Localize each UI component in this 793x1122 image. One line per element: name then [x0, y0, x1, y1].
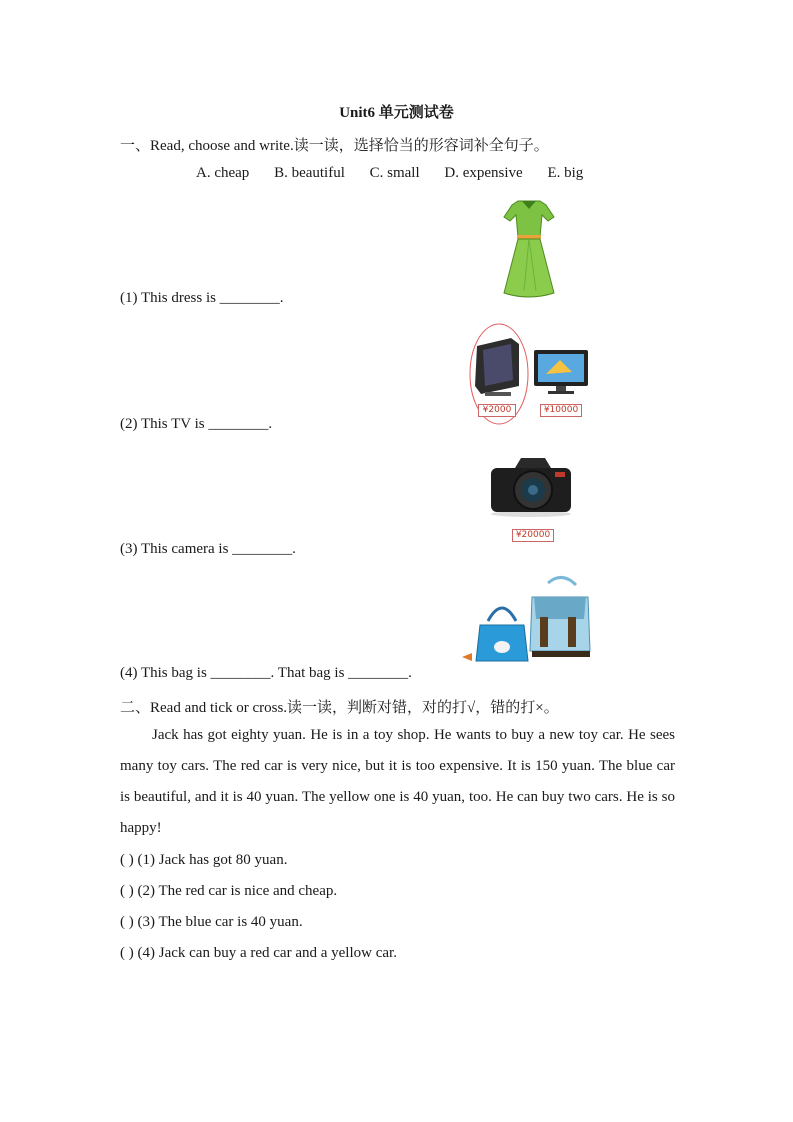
price-tag-camera: ¥20000	[512, 529, 554, 542]
camera-icon	[487, 454, 575, 518]
dress-image	[498, 197, 560, 301]
page-title: Unit6 单元测试卷	[339, 105, 454, 121]
statement-4: ( ) (4) Jack can buy a red car and a yellow car.	[120, 945, 397, 961]
section2-heading: 二、Read and tick or cross.读一读，判断对错，对的打√，错的打×。	[120, 700, 559, 716]
option-a: A. cheap	[196, 165, 250, 181]
statement-3: ( ) (3) The blue car is 40 yuan.	[120, 914, 303, 930]
question-2: (2) This TV is ________.	[120, 416, 273, 432]
question-1: (1) This dress is ________.	[120, 290, 284, 306]
option-e: E. big	[547, 165, 584, 181]
option-c: C. small	[369, 165, 420, 181]
question-3: (3) This camera is ________.	[120, 541, 296, 557]
statement-2: ( ) (2) The red car is nice and cheap.	[120, 883, 338, 899]
option-b: B. beautiful	[274, 165, 345, 181]
bags-image	[462, 575, 592, 667]
section1-heading: 一、Read, choose and write.读一读，选择恰当的形容词补全句子。	[120, 138, 549, 154]
statement-1: ( ) (1) Jack has got 80 yuan.	[120, 852, 288, 868]
options-row	[196, 165, 604, 182]
price-tag-flat-tv: ¥10000	[540, 404, 582, 417]
passage: Jack has got eighty yuan. He is in a toy shop. He wants to buy a new toy car. He sees many toy cars. The red car is very nice, but it is too expensive. It is 150 yuan. The blue car is beautiful, and it is 40 yuan. The yellow one is 40 yuan, too. He can buy two cars. He is so happy!	[120, 727, 675, 836]
option-d: D. expensive	[444, 165, 523, 181]
price-tag-old-tv: ¥2000	[478, 404, 516, 417]
old-tv-icon	[471, 336, 523, 398]
question-4: (4) This bag is ________. That bag is ________.	[120, 665, 412, 681]
flat-tv-icon	[532, 348, 590, 396]
